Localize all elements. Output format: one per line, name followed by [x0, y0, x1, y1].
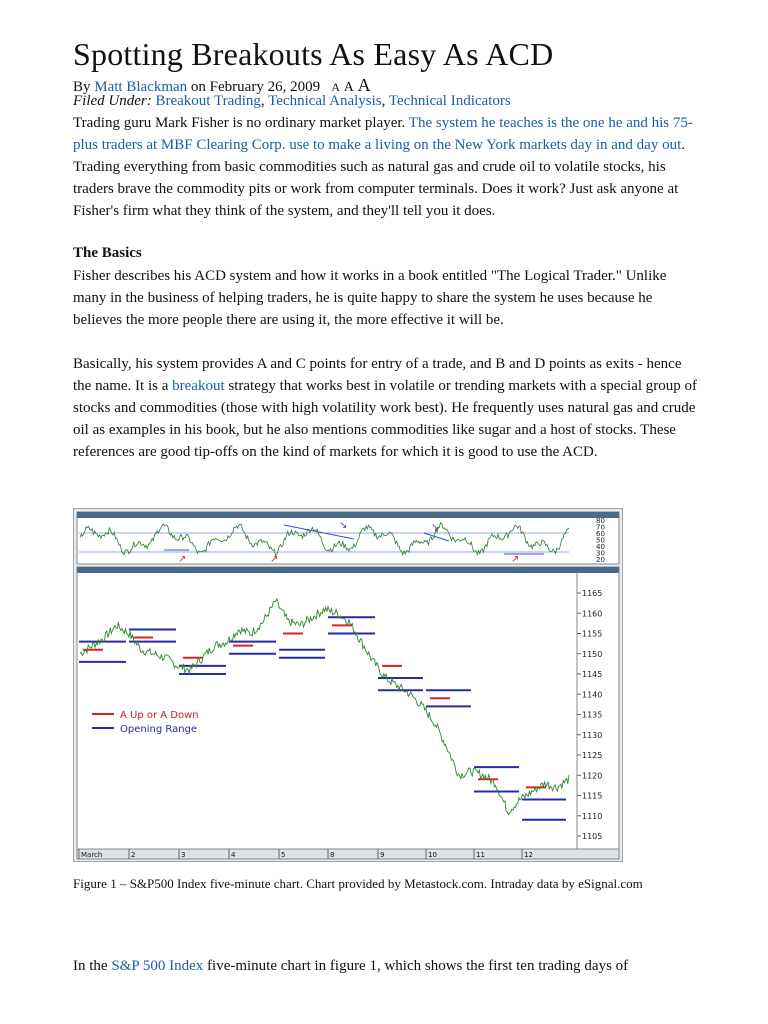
- rsi-header-bar: [77, 512, 619, 518]
- legend-label-opening-range: Opening Range: [120, 724, 198, 735]
- intro-text-a: Trading guru Mark Fisher is no ordinary market player.: [73, 115, 409, 131]
- figure-text-b: five-minute chart in figure 1, which shows the first ten trading days of: [203, 958, 629, 974]
- breakout-link[interactable]: breakout: [172, 378, 225, 394]
- system-text-b: strategy that works best in volatile or trending markets with a special group of stocks and commodities (those with high volatility work best). He frequently uses natural gas and crude oil as examples in his book, but he also mentions commodities like sugar and a host of stocks. These references are good tip-offs on the kind of markets for which it is good to use the ACD.: [73, 378, 698, 460]
- rsi-tick-label: 30: [596, 549, 605, 558]
- x-tick-label: 9: [380, 851, 385, 859]
- rsi-tick-label: 80: [596, 517, 605, 525]
- rsi-arrow-down-1: ↘: [339, 520, 348, 531]
- x-tick-label: 12: [524, 851, 533, 859]
- filed-label: Filed Under:: [73, 93, 152, 109]
- rsi-arrow-up-1: ↗: [178, 554, 187, 565]
- price-tick-label: 1135: [582, 710, 603, 720]
- article-date: on February 26, 2009: [187, 79, 321, 95]
- font-size-medium-button[interactable]: A: [343, 80, 354, 95]
- x-tick-label: 3: [181, 851, 186, 859]
- figure-text-a: In the: [73, 958, 112, 974]
- rsi-tick-label: 60: [596, 530, 605, 538]
- font-size-small-button[interactable]: A: [331, 80, 340, 94]
- intro-text-b: . Trading everything from basic commodities such as natural gas and crude oil to volatile stocks, his traders brave the commodity pits or work from computer terminals. Does it work? Just ask anyone at Fisher's firm what they think of the system, and they'll tell you it does.: [73, 137, 685, 219]
- legend-label-a-level: A Up or A Down: [120, 710, 199, 721]
- rsi-arrow-up-3: ↗: [511, 554, 520, 565]
- figure-caption: Figure 1 – S&P500 Index five-minute chart. Chart provided by Metastock.com. Intraday data by eSignal.com: [73, 876, 643, 891]
- price-tick-label: 1160: [582, 609, 603, 619]
- x-tick-label: 8: [330, 851, 335, 859]
- font-size-large-button[interactable]: A: [357, 75, 371, 95]
- rsi-tick-label: 20: [596, 556, 605, 564]
- price-tick-label: 1145: [582, 670, 603, 679]
- system-paragraph: [73, 353, 703, 463]
- price-tick-label: 1150: [582, 649, 603, 659]
- article-title: Spotting Breakouts As Easy As ACD: [73, 36, 554, 72]
- rsi-arrow-up-2: ↗: [270, 554, 279, 565]
- author-link[interactable]: Matt Blackman: [94, 79, 188, 95]
- price-tick-label: 1155: [582, 629, 603, 639]
- price-header-bar: [77, 567, 619, 573]
- sp500-chart: [74, 509, 622, 861]
- price-tick-label: 1110: [582, 811, 603, 821]
- price-tick-label: 1105: [582, 832, 603, 841]
- category-link-technical-analysis[interactable]: Technical Analysis: [268, 93, 382, 109]
- price-tick-label: 1130: [582, 730, 603, 740]
- filed-under: Filed Under: Breakout Trading, Technical Analysis, Technical Indicators: [73, 93, 511, 109]
- x-tick-label: 5: [281, 851, 286, 859]
- price-tick-label: 1165: [582, 589, 603, 598]
- rsi-tick-label: 40: [596, 543, 605, 551]
- rsi-tick-label: 70: [596, 523, 605, 532]
- price-tick-label: 1115: [582, 791, 603, 801]
- category-link-breakout-trading[interactable]: Breakout Trading: [155, 93, 261, 109]
- intro-paragraph: [73, 112, 703, 222]
- rsi-tick-label: 50: [596, 536, 605, 545]
- price-tick-label: 1125: [582, 751, 603, 760]
- basics-paragraph: Fisher describes his ACD system and how it works in a book entitled "The Logical Trader." Unlike many in the business of helping traders, he is quite happy to share the system he uses because he believes the more people there are using it, the more effective it will be.: [73, 268, 667, 328]
- system-link[interactable]: The system he teaches is the one he and his 75-plus traders at MBF Clearing Corp. use to make a living on the New York markets day in and day out: [73, 115, 693, 153]
- system-text-a: Basically, his system provides A and C points for entry of a trade, and B and D points as exits - hence the name. It is a: [73, 356, 682, 394]
- section-heading-basics: The Basics: [73, 245, 142, 261]
- figure-chart: [73, 508, 623, 862]
- rsi-arrow-down-2: ↘: [431, 522, 440, 533]
- x-tick-label: 4: [231, 851, 236, 859]
- price-tick-label: 1120: [582, 771, 603, 781]
- x-tick-label: March: [81, 851, 103, 859]
- by-label: By: [73, 79, 95, 95]
- x-tick-label: 10: [428, 851, 437, 859]
- sp500-index-link[interactable]: S&P 500 Index: [111, 958, 204, 974]
- price-tick-label: 1140: [582, 690, 603, 700]
- category-link-technical-indicators[interactable]: Technical Indicators: [388, 93, 511, 109]
- x-axis-bar: [77, 849, 619, 859]
- price-pane: [77, 567, 619, 849]
- x-tick-label: 11: [476, 851, 485, 859]
- figure-paragraph: [73, 955, 703, 977]
- x-tick-label: 2: [131, 851, 136, 859]
